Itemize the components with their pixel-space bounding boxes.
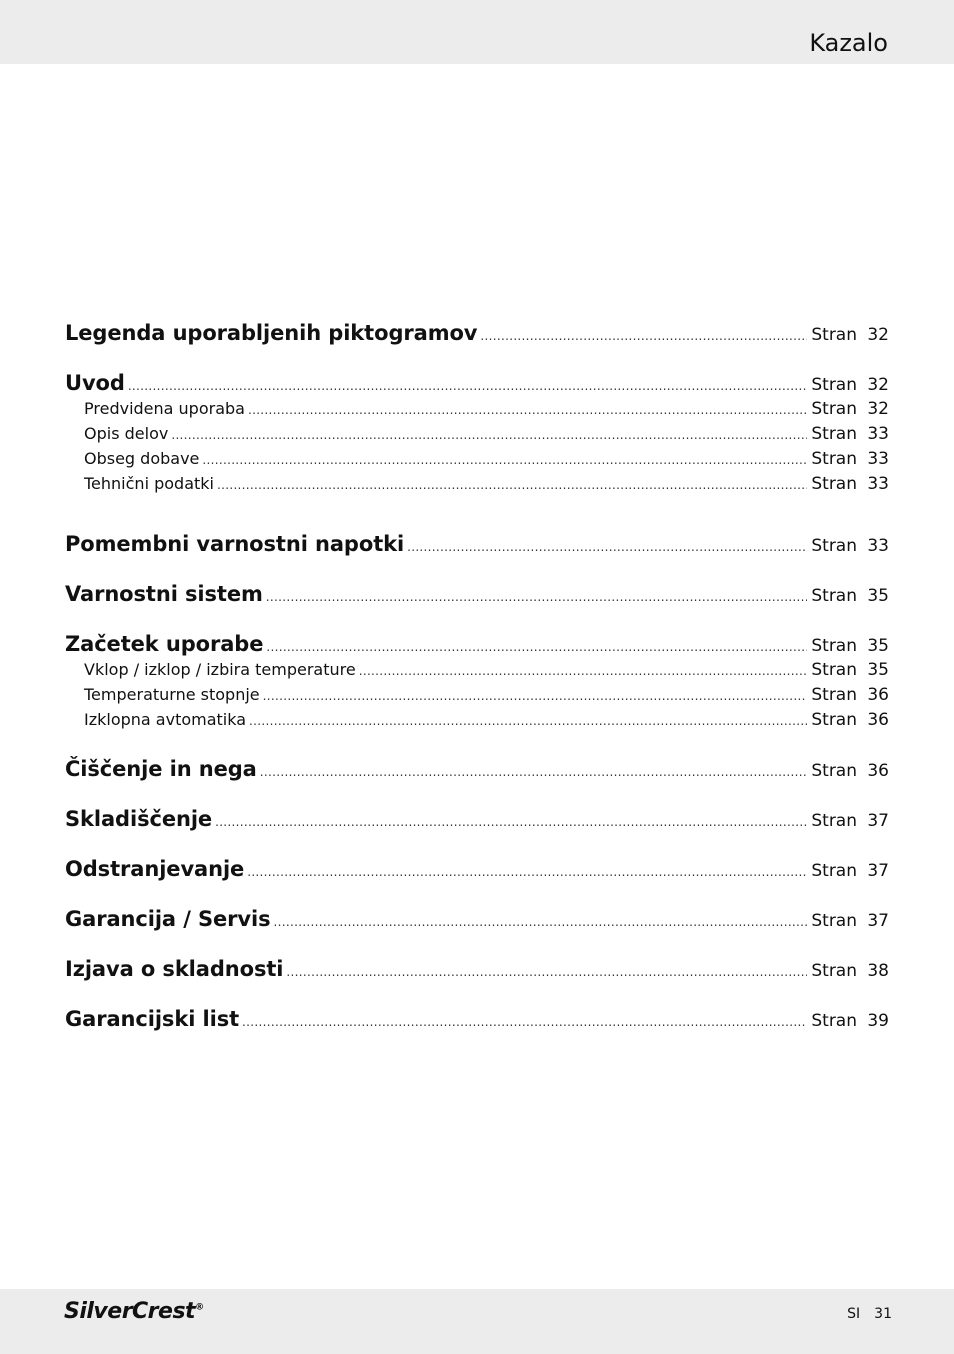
page-word: Stran: [811, 811, 857, 831]
page-number: 32: [867, 325, 889, 345]
page-word: Stran: [811, 1011, 857, 1031]
page-reference: [811, 861, 889, 881]
toc-entry[interactable]: [65, 907, 889, 931]
page-footer-meta: [847, 1306, 892, 1322]
leader-dots: [286, 965, 807, 979]
page-reference: [811, 474, 889, 494]
page-reference: [811, 325, 889, 345]
registered-mark: ®: [195, 1302, 204, 1313]
page-number: 35: [867, 660, 889, 680]
toc-entry-title: Pomembni varnostni napotki: [65, 532, 405, 556]
page-number: 33: [867, 474, 889, 494]
toc-subentry-title: Vklop / izklop / izbira temperature: [84, 660, 356, 679]
toc-subentry-title: Izklopna avtomatika: [84, 710, 247, 729]
page-number: 39: [867, 1011, 889, 1031]
page-reference: [811, 424, 889, 444]
leader-dots: [171, 428, 807, 442]
leader-dots: [266, 640, 807, 654]
leader-dots: [247, 865, 807, 879]
page-number: 33: [867, 449, 889, 469]
page-number: 36: [867, 710, 889, 730]
page-number: 38: [867, 961, 889, 981]
page-reference: [811, 399, 889, 419]
page-number: 37: [867, 861, 889, 881]
page-number: 37: [867, 811, 889, 831]
toc-entry[interactable]: [65, 371, 889, 395]
page-word: Stran: [811, 449, 857, 469]
page-word: Stran: [811, 961, 857, 981]
toc-subentry-title: Opis delov: [84, 424, 169, 443]
page-title: Kazalo: [809, 29, 888, 57]
toc-subentry-title: Tehnični podatki: [84, 474, 214, 493]
page-number: 35: [867, 636, 889, 656]
toc-subentry-title: Obseg dobave: [84, 449, 200, 468]
toc-entry-title: Skladiščenje: [65, 807, 213, 831]
toc-entry[interactable]: [65, 582, 889, 606]
page-reference: [811, 961, 889, 981]
toc-entry-title: Čiščenje in nega: [65, 757, 257, 781]
page-number-footer: 31: [874, 1306, 892, 1322]
page-word: Stran: [811, 536, 857, 556]
leader-dots: [359, 664, 808, 678]
page-number: 33: [867, 424, 889, 444]
page-reference: [811, 685, 889, 705]
page-reference: [811, 636, 889, 656]
page-word: Stran: [811, 911, 857, 931]
page-word: Stran: [811, 424, 857, 444]
leader-dots: [128, 379, 808, 393]
page-reference: [811, 710, 889, 730]
page-word: Stran: [811, 636, 857, 656]
page-word: Stran: [811, 761, 857, 781]
brand-logo: [64, 1299, 204, 1324]
toc-entry-title: Varnostni sistem: [65, 582, 263, 606]
leader-dots: [260, 765, 808, 779]
page-word: Stran: [811, 325, 857, 345]
leader-dots: [217, 478, 807, 492]
page-number: 32: [867, 399, 889, 419]
toc-entry[interactable]: [65, 857, 889, 881]
page-number: 36: [867, 685, 889, 705]
toc-subentry-title: Temperaturne stopnje: [84, 685, 260, 704]
toc-entry[interactable]: [65, 757, 889, 781]
page-number: 32: [867, 375, 889, 395]
page-word: Stran: [811, 710, 857, 730]
toc-subentry[interactable]: [65, 660, 889, 680]
toc-subentry-title: Predvidena uporaba: [84, 399, 245, 418]
page-word: Stran: [811, 861, 857, 881]
leader-dots: [266, 590, 808, 604]
page-reference: [811, 660, 889, 680]
page-reference: [811, 375, 889, 395]
leader-dots: [242, 1015, 807, 1029]
page-reference: [811, 1011, 889, 1031]
leader-dots: [215, 815, 807, 829]
toc-entry-title: Legenda uporabljenih piktogramov: [65, 321, 478, 345]
page-word: Stran: [811, 685, 857, 705]
page-reference: [811, 911, 889, 931]
page-number: 36: [867, 761, 889, 781]
leader-dots: [407, 540, 807, 554]
toc-entry-title: Garancijski list: [65, 1007, 240, 1031]
toc-entry[interactable]: [65, 957, 889, 981]
page-word: Stran: [811, 375, 857, 395]
toc-entry[interactable]: [65, 807, 889, 831]
toc-entry[interactable]: [65, 532, 889, 556]
page-number: 35: [867, 586, 889, 606]
page-word: Stran: [811, 586, 857, 606]
brand-name: SilverCrest: [64, 1299, 196, 1324]
toc-subentry[interactable]: [65, 685, 889, 705]
toc-subentry[interactable]: [65, 424, 889, 444]
leader-dots: [248, 403, 807, 417]
page-reference: [811, 811, 889, 831]
toc-entry-title: Uvod: [65, 371, 125, 395]
leader-dots: [274, 915, 808, 929]
toc-entry-title: Odstranjevanje: [65, 857, 245, 881]
toc-subentry[interactable]: [65, 474, 889, 494]
page-word: Stran: [811, 660, 857, 680]
page-reference: [811, 536, 889, 556]
page-word: Stran: [811, 474, 857, 494]
toc-entry[interactable]: [65, 632, 889, 656]
language-code: SI: [847, 1306, 861, 1322]
page-reference: [811, 586, 889, 606]
toc-entry[interactable]: [65, 1007, 889, 1031]
toc-subentry[interactable]: [65, 399, 889, 419]
toc-subentry[interactable]: [65, 710, 889, 730]
page-reference: [811, 449, 889, 469]
leader-dots: [480, 329, 807, 343]
toc-entry-title: Začetek uporabe: [65, 632, 264, 656]
toc-entry-title: Garancija / Servis: [65, 907, 271, 931]
page-number: 33: [867, 536, 889, 556]
page-number: 37: [867, 911, 889, 931]
leader-dots: [249, 714, 807, 728]
page-word: Stran: [811, 399, 857, 419]
leader-dots: [263, 689, 808, 703]
leader-dots: [202, 453, 807, 467]
toc-subentry[interactable]: [65, 449, 889, 469]
toc-entry-title: Izjava o skladnosti: [65, 957, 284, 981]
page-reference: [811, 761, 889, 781]
toc-entry[interactable]: [65, 321, 889, 345]
